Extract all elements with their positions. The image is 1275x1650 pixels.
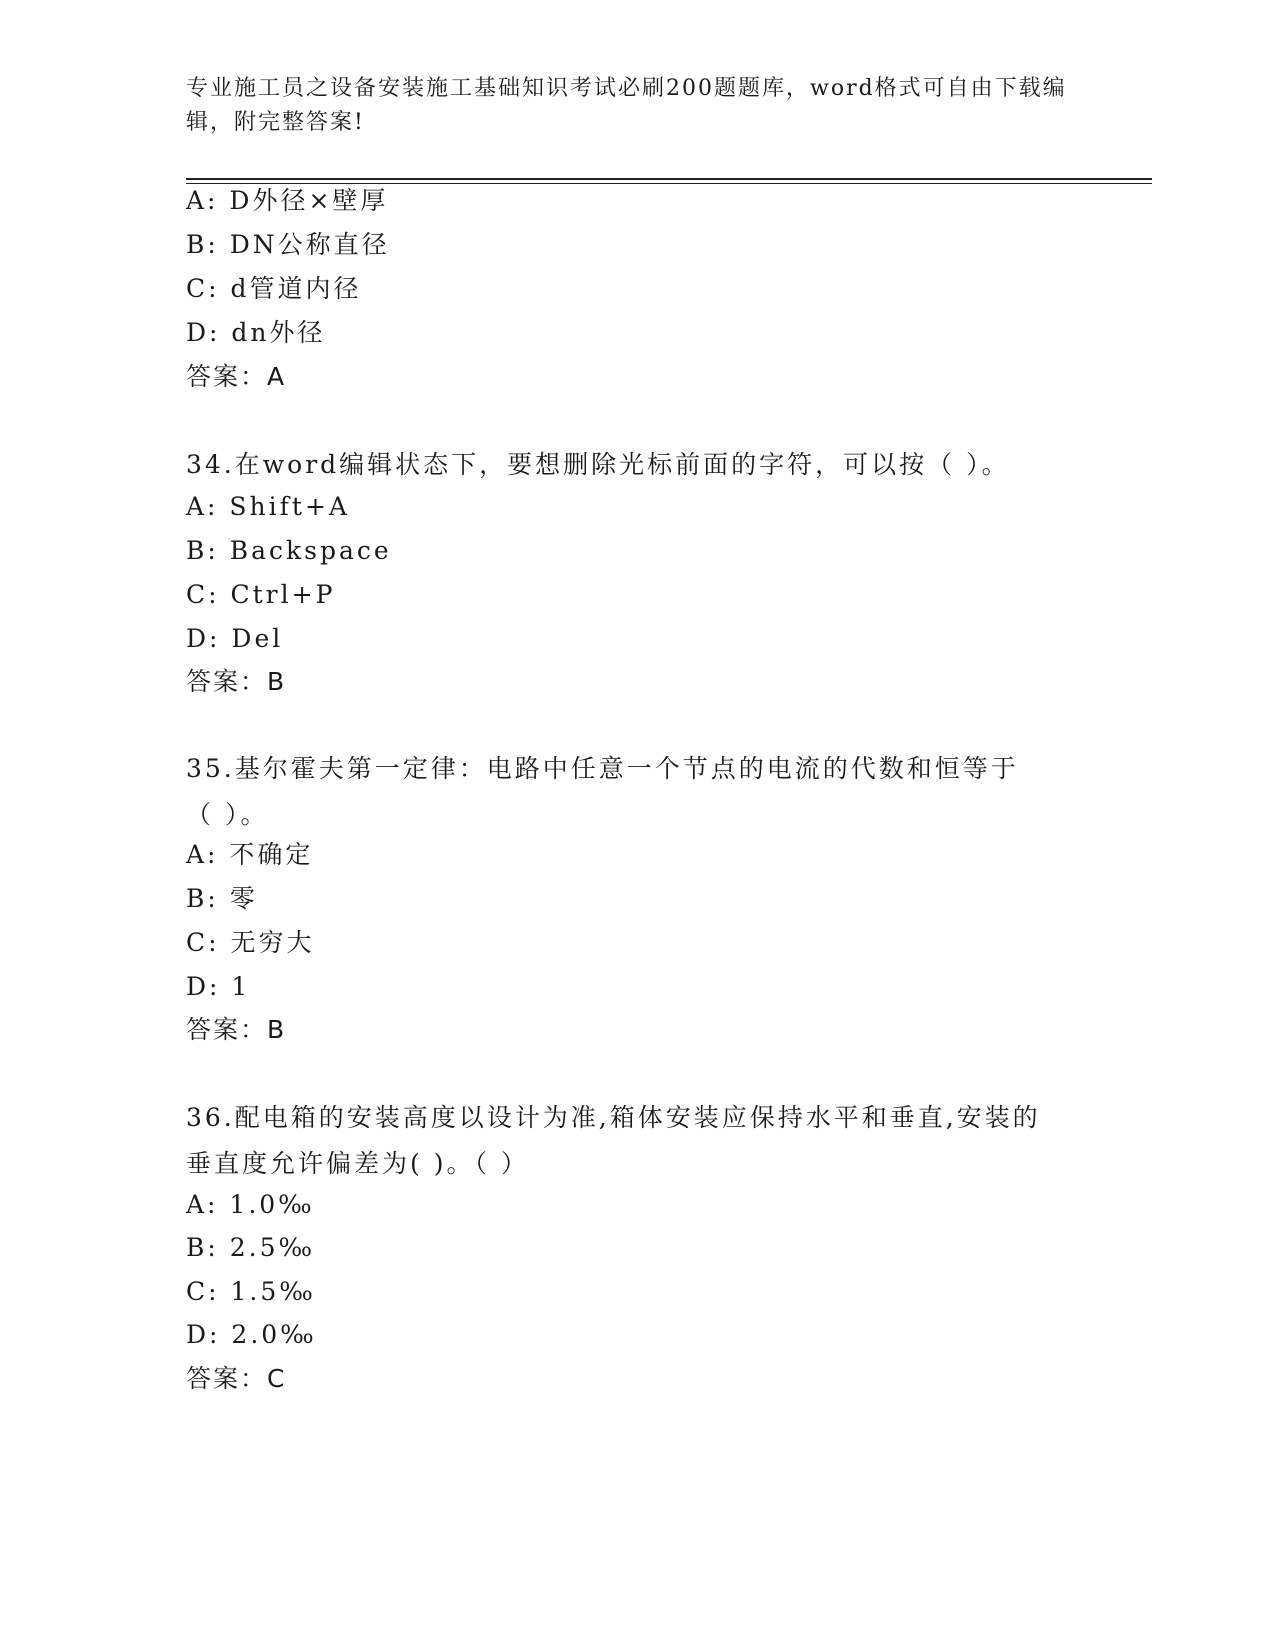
option-a: A: D外径×壁厚 — [186, 186, 389, 215]
option-c: C: 无穷大 — [186, 928, 315, 957]
answer: 答案：B — [186, 667, 287, 696]
question-text: 34.在word编辑状态下，要想删除光标前面的字符，可以按（ ）。 — [186, 450, 1010, 479]
answer: 答案：A — [186, 362, 287, 391]
answer: 答案：C — [186, 1364, 287, 1393]
option-c: C: d管道内径 — [186, 274, 362, 303]
option-d: D: 2.0‰ — [186, 1320, 317, 1349]
option-a: A: 不确定 — [186, 840, 314, 869]
option-c: C: Ctrl+P — [186, 580, 336, 609]
option-d: D: 1 — [186, 972, 251, 1001]
option-a: A: 1.0‰ — [186, 1190, 315, 1219]
option-d: D: Del — [186, 624, 284, 653]
option-b: B: Backspace — [186, 536, 392, 565]
option-c: C: 1.5‰ — [186, 1277, 316, 1306]
header-rule — [186, 178, 1152, 180]
document-header: 专业施工员之设备安装施工基础知识考试必刷200题题库，word格式可自由下载编辑，附完整答案! — [186, 76, 1067, 135]
header-rule-thin — [186, 183, 1152, 184]
question-text: 36.配电箱的安装高度以设计为准,箱体安装应保持水平和垂直,安装的垂直度允许偏差为( )。（ ） — [186, 1103, 1041, 1178]
option-b: B: 零 — [186, 884, 258, 913]
option-a: A: Shift+A — [186, 492, 350, 521]
option-d: D: dn外径 — [186, 318, 326, 347]
document-page — [186, 0, 1166, 1650]
question-text: 35.基尔霍夫第一定律：电路中任意一个节点的电流的代数和恒等于（ ）。 — [186, 754, 1019, 829]
option-b: B: DN公称直径 — [186, 230, 390, 259]
answer: 答案：B — [186, 1015, 287, 1044]
option-b: B: 2.5‰ — [186, 1233, 316, 1262]
